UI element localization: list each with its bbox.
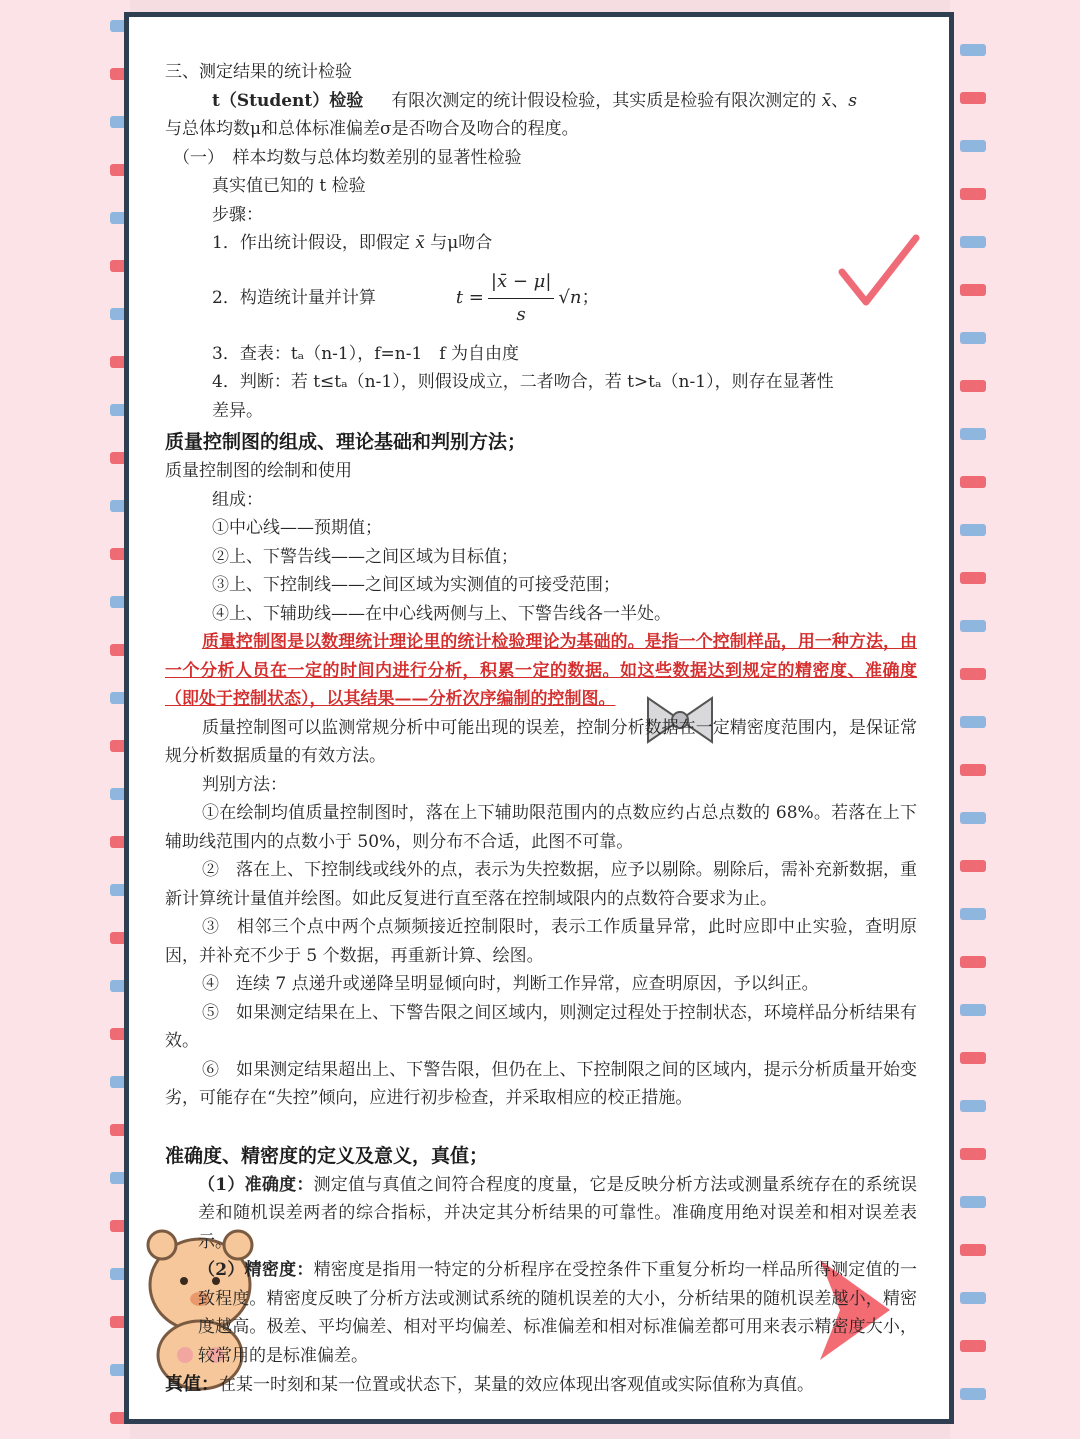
- decor-dash: [960, 92, 986, 104]
- judge-label: 判别方法：: [202, 774, 287, 795]
- decor-dash: [960, 1004, 986, 1016]
- decor-dash: [960, 524, 986, 536]
- decor-dash: [960, 1100, 986, 1112]
- step-1-text: 1．作出统计假设，即假定: [212, 233, 410, 253]
- accuracy-text: 测定值与真值之间符合程度的度量，它是反映分析方法或测量系统存在的系统误差和随机误差两者的综合指标，并决定其分析结果的可靠性。准确度用绝对误差和相对误差表示。: [198, 1174, 917, 1252]
- red-paragraph-text: 质量控制图是以数理统计理论里的统计检验理论为基础的。是指一个控制样品，用一种方法，由一个分析人员在一定的时间内进行分析，积累一定的数据。如这些数据达到规定的精密度、准确度（即处于控制状态），以其结果——分析次序编制的控制图。: [165, 632, 917, 709]
- accuracy-label: （1）准确度：: [198, 1174, 314, 1195]
- decor-dash: [960, 620, 986, 632]
- decor-dash: [960, 140, 986, 152]
- t-test-intro: [165, 87, 917, 116]
- composition-label: 组成：: [212, 489, 263, 510]
- monitor-paragraph: 质量控制图可以监测常规分析中可能出现的误差，控制分析数据在一定精密度范围内，是保证常规分析数据质量的有效方法。: [165, 717, 917, 766]
- decor-dash: [960, 812, 986, 824]
- quality-subtitle: 质量控制图的绘制和使用: [165, 461, 352, 481]
- t-test-desc: 有限次测定的统计假设检验，其实质是检验有限次测定的: [391, 90, 817, 111]
- subsection-1-title: （一） 样本均数与总体均数差别的显著性检验: [173, 147, 522, 168]
- judge-item-5: ⑤ 如果测定结果在上、下警告限之间区域内，则测定过程处于控制状态，环境样品分析结果有效。: [165, 1002, 917, 1051]
- decor-dash: [960, 380, 986, 392]
- heading-accuracy-precision: 准确度、精密度的定义及意义，真值；: [165, 1144, 489, 1167]
- decor-dash: [960, 668, 986, 680]
- judge-item-3: ③ 相邻三个点中两个点频频接近控制限时，表示工作质量异常，此时应即中止实验，查明原因，并补充不少于 5 个数据，再重新计算、绘图。: [165, 917, 917, 966]
- xbar-symbol: x̄: [415, 233, 425, 253]
- known-true-value: 真实值已知的 t 检验: [212, 176, 366, 196]
- judge-item-4: ④ 连续 7 点递升或递降呈明显倾向时，判断工作异常，应查明原因，予以纠正。: [202, 974, 819, 994]
- composition-item-1: ①中心线——预期值；: [212, 518, 382, 538]
- decor-dash: [960, 956, 986, 968]
- precision-definition: [165, 1256, 917, 1370]
- xbar-symbol: x̄: [821, 90, 832, 111]
- decor-dash: [960, 236, 986, 248]
- document-body: [165, 58, 917, 1400]
- true-value-label: 真值：: [165, 1374, 219, 1395]
- decor-dash: [960, 572, 986, 584]
- red-highlight-paragraph: [165, 628, 917, 714]
- decor-dash: [960, 1052, 986, 1064]
- decor-dash: [960, 476, 986, 488]
- formula-numerator: |x̄ − μ|: [488, 268, 555, 300]
- step-2-text: 2．构造统计量并计算: [212, 288, 376, 309]
- step-2-row: [165, 258, 917, 340]
- accuracy-definition: [165, 1171, 917, 1257]
- formula-fraction: [488, 268, 555, 330]
- t-test-label: t（Student）检验: [212, 90, 364, 111]
- composition-item-3: ③上、下控制线——之间区域为实测值的可接受范围；: [212, 575, 620, 595]
- formula-lhs: t =: [455, 287, 484, 309]
- step-1-tail: 与μ吻合: [430, 233, 493, 253]
- formula-sqrt: √n: [558, 287, 582, 309]
- decor-dash: [960, 1292, 986, 1304]
- decor-dash: [960, 284, 986, 296]
- judge-item-6: ⑥ 如果测定结果超出上、下警告限，但仍在上、下控制限之间的区域内，提示分析质量开始变劣，可能存在“失控”倾向，应进行初步检查，并采取相应的校正措施。: [165, 1059, 917, 1108]
- decor-dash: [960, 332, 986, 344]
- decor-dash: [960, 764, 986, 776]
- decor-dash: [960, 428, 986, 440]
- formula-denominator: s: [516, 304, 526, 325]
- step-3: 3．查表：tₐ（n-1），f=n-1 f 为自由度: [212, 343, 519, 364]
- s-symbol: s: [848, 90, 857, 111]
- composition-item-2: ②上、下警告线——之间区域为目标值；: [212, 546, 518, 567]
- judge-item-1: ①在绘制均值质量控制图时，落在上下辅助限范围内的点数应约占总点数的 68%。若落在上下辅助线范围内的点数小于 50%，则分布不合适，此图不可靠。: [165, 803, 917, 852]
- steps-label: 步骤：: [212, 204, 263, 225]
- decor-dash: [960, 188, 986, 200]
- heading-quality-control: 质量控制图的组成、理论基础和判别方法；: [165, 431, 527, 453]
- decor-dash: [960, 716, 986, 728]
- decor-dash: [960, 1244, 986, 1256]
- decor-dash: [960, 1196, 986, 1208]
- step-1: [165, 229, 917, 258]
- decor-dash: [960, 1388, 986, 1400]
- symbol-separator: 、: [831, 90, 849, 111]
- section3-title: 三、测定结果的统计检验: [165, 62, 352, 82]
- decor-dash: [960, 860, 986, 872]
- decor-dash: [960, 44, 986, 56]
- judge-item-2: ② 落在上、下控制线或线外的点，表示为失控数据，应予以剔除。剔除后，需补充新数据，重新计算统计量值并绘图。如此反复进行直至落在控制域限内的点数符合要求为止。: [165, 860, 917, 909]
- composition-item-4: ④上、下辅助线——在中心线两侧与上、下警告线各一半处。: [212, 603, 671, 624]
- t-test-desc-cont: 与总体均数μ和总体标准偏差σ是否吻合及吻合的程度。: [165, 119, 579, 139]
- precision-text: 精密度是指用一特定的分析程序在受控条件下重复分析均一样品所得测定值的一致程度。精密度反映了分析方法或测试系统的随机误差的大小，分析结果的随机误差越小，精密度越高。极差、平均偏差、相对平均偏差、标准偏差和相对标准偏差都可用来表示精密度大小，较常用的是标准偏差。: [198, 1260, 917, 1366]
- decor-dash: [960, 1148, 986, 1160]
- precision-label: （2）精密度：: [198, 1260, 314, 1280]
- step-4-cont: 差异。: [212, 400, 263, 421]
- formula-tail: ；: [581, 287, 600, 309]
- t-formula: [456, 268, 600, 330]
- true-value-text: 在某一时刻和某一位置或状态下，某量的效应体现出客观值或实际值称为真值。: [219, 1375, 814, 1395]
- true-value-definition: [165, 1370, 917, 1400]
- decor-dash: [960, 908, 986, 920]
- decor-dash: [960, 1340, 986, 1352]
- step-4: 4．判断：若 t≤tₐ（n-1），则假设成立，二者吻合，若 t>tₐ（n-1），则存在显著性: [212, 372, 834, 392]
